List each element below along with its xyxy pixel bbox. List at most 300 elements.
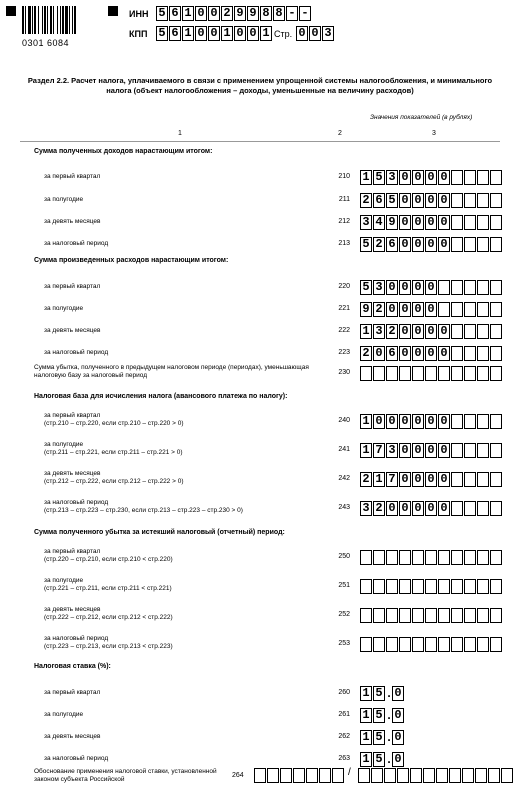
- digit-cell: 1: [360, 443, 372, 458]
- row-label-text: Сумма убытка, полученного в предыдущем налоговом периоде (периодах), уменьшающая налоговую базу за налоговый период: [34, 364, 309, 379]
- amount-field[interactable]: [360, 215, 503, 230]
- digit-cell: [306, 768, 318, 783]
- kpp-digit-cell: 0: [247, 26, 259, 41]
- tax-rate-field[interactable]: [360, 752, 405, 767]
- digit-cell: 0: [399, 472, 411, 487]
- digit-cell: [399, 366, 411, 381]
- digit-cell: 0: [425, 302, 437, 317]
- digit-cell: 0: [412, 193, 424, 208]
- kpp-digit-cell: 0: [195, 26, 207, 41]
- row-label: [44, 635, 324, 651]
- amount-field[interactable]: [360, 324, 503, 339]
- digit-cell: 0: [438, 472, 450, 487]
- digit-cell: [464, 302, 476, 317]
- digit-cell: [490, 346, 502, 361]
- digit-cell: [386, 366, 398, 381]
- column-header-1: 1: [178, 130, 182, 137]
- digit-cell: [358, 768, 370, 783]
- digit-cell: [464, 324, 476, 339]
- digit-cell: [360, 637, 372, 652]
- row-code: 251: [338, 582, 350, 589]
- digit-cell: 2: [373, 501, 385, 516]
- decimal-point: .: [387, 730, 391, 744]
- digit-cell: [464, 414, 476, 429]
- inn-digit-cell: 8: [273, 6, 285, 21]
- digit-cell: 0: [412, 237, 424, 252]
- digit-cell: [373, 579, 385, 594]
- digit-cell: [477, 608, 489, 623]
- digit-cell: [399, 608, 411, 623]
- footer-detail-field[interactable]: [358, 768, 514, 783]
- digit-cell: 0: [438, 346, 450, 361]
- digit-cell: [490, 366, 502, 381]
- digit-cell: 0: [412, 472, 424, 487]
- digit-cell: [412, 366, 424, 381]
- row-label-text: за девять месяцев: [44, 733, 101, 740]
- digit-cell: 0: [438, 237, 450, 252]
- digit-cell: 5: [386, 193, 398, 208]
- digit-cell: [451, 414, 463, 429]
- digit-cell: 2: [360, 472, 372, 487]
- row-label: [44, 441, 324, 457]
- page-digit-cell: 0: [296, 26, 308, 41]
- digit-cell: 3: [360, 215, 372, 230]
- digit-cell: 0: [373, 414, 385, 429]
- digit-cell: 0: [399, 346, 411, 361]
- digit-cell: [438, 366, 450, 381]
- footer-row-label: Обоснование применения налоговой ставки, установленной законом субъекта Российской: [34, 768, 217, 783]
- digit-cell: 0: [412, 443, 424, 458]
- barcode-bar: [74, 6, 76, 34]
- digit-cell: [451, 170, 463, 185]
- inn-digit-cell: 1: [182, 6, 194, 21]
- digit-cell: 9: [386, 215, 398, 230]
- section-title: Раздел 2.2. Расчет налога, уплачиваемого в связи с применением упрощенной системы налогообложения, и минимального налога (объект налогообложения – доходы, уменьшенные на величину расходов): [27, 76, 493, 95]
- kpp-digit-cell: 1: [260, 26, 272, 41]
- amount-field[interactable]: [360, 637, 503, 652]
- amount-field[interactable]: [360, 579, 503, 594]
- digit-cell: [464, 193, 476, 208]
- row-code: 253: [338, 640, 350, 647]
- digit-cell: [490, 170, 502, 185]
- kpp-label: КПП: [129, 29, 148, 39]
- digit-cell: [371, 768, 383, 783]
- amount-field[interactable]: [360, 366, 503, 381]
- row-label-text: за первый квартал: [44, 173, 101, 180]
- row-label-text: за девять месяцев: [44, 606, 101, 613]
- amount-field[interactable]: [360, 472, 503, 487]
- row-code: 222: [338, 327, 350, 334]
- digit-cell: 0: [425, 472, 437, 487]
- corner-marker-left: [6, 6, 16, 16]
- header-divider: [20, 141, 500, 142]
- digit-cell: [477, 280, 489, 295]
- inn-field[interactable]: [156, 6, 312, 21]
- footer-code-field[interactable]: [254, 768, 345, 783]
- row-label-text: за полугодие: [44, 441, 84, 448]
- digit-cell: [438, 280, 450, 295]
- digit-cell: [490, 472, 502, 487]
- digit-cell: 0: [412, 414, 424, 429]
- amount-field[interactable]: [360, 501, 503, 516]
- digit-cell: [477, 501, 489, 516]
- inn-digit-cell: 5: [156, 6, 168, 21]
- digit-cell: [451, 280, 463, 295]
- digit-cell: 3: [386, 443, 398, 458]
- digit-cell: 0: [399, 215, 411, 230]
- digit-cell: 0: [399, 193, 411, 208]
- digit-cell: [501, 768, 513, 783]
- digit-cell: 5: [373, 170, 385, 185]
- digit-cell: [438, 608, 450, 623]
- digit-cell: 3: [373, 280, 385, 295]
- digit-cell: [267, 768, 279, 783]
- inn-digit-cell: 9: [234, 6, 246, 21]
- digit-cell: [477, 637, 489, 652]
- digit-cell: 0: [399, 302, 411, 317]
- digit-cell: [477, 579, 489, 594]
- digit-cell: 0: [425, 324, 437, 339]
- digit-cell: [464, 472, 476, 487]
- row-code: 262: [338, 733, 350, 740]
- digit-cell: [425, 366, 437, 381]
- digit-cell: 0: [399, 414, 411, 429]
- digit-cell: 0: [399, 501, 411, 516]
- digit-cell: 0: [373, 346, 385, 361]
- digit-cell: 0: [386, 280, 398, 295]
- inn-label: ИНН: [129, 9, 149, 19]
- digit-cell: [464, 280, 476, 295]
- digit-cell: 0: [399, 324, 411, 339]
- row-label: [44, 499, 324, 515]
- digit-cell: [451, 302, 463, 317]
- tax-rate-field[interactable]: [360, 686, 405, 701]
- digit-cell: [412, 550, 424, 565]
- digit-cell: 2: [360, 346, 372, 361]
- page-digit-cell: 0: [309, 26, 321, 41]
- digit-cell: [399, 579, 411, 594]
- decimal-point: .: [387, 686, 391, 700]
- row-label-text: за девять месяцев: [44, 327, 101, 334]
- digit-cell: [410, 768, 422, 783]
- digit-cell: [399, 550, 411, 565]
- digit-cell: [423, 768, 435, 783]
- digit-cell: [490, 215, 502, 230]
- digit-cell: 0: [438, 324, 450, 339]
- row-formula: (стр.211 – стр.221, если стр.211 – стр.221 > 0): [44, 449, 183, 456]
- digit-cell: [254, 768, 266, 783]
- digit-cell: [386, 608, 398, 623]
- amount-field[interactable]: [360, 346, 503, 361]
- digit-cell: 0: [386, 302, 398, 317]
- digit-cell: 0: [438, 443, 450, 458]
- row-label: [44, 470, 324, 486]
- rate-digit-cell: 1: [360, 730, 372, 745]
- column-header-3: 3: [432, 130, 436, 137]
- tax-rate-field[interactable]: [360, 730, 405, 745]
- tax-rate-field[interactable]: [360, 708, 405, 723]
- digit-cell: 0: [399, 237, 411, 252]
- digit-cell: [438, 550, 450, 565]
- digit-cell: 7: [373, 443, 385, 458]
- digit-cell: [477, 472, 489, 487]
- digit-cell: [464, 346, 476, 361]
- rate-fraction-cell: 0: [392, 730, 404, 745]
- digit-cell: 3: [373, 324, 385, 339]
- digit-cell: [477, 237, 489, 252]
- digit-cell: [490, 637, 502, 652]
- row-formula: (стр.220 – стр.210, если стр.210 < стр.220): [44, 556, 173, 563]
- digit-cell: [477, 414, 489, 429]
- footer-slash: /: [348, 767, 351, 778]
- digit-cell: 3: [386, 170, 398, 185]
- group-title: Сумма полученного убытка за истекший налоговый (отчетный) период:: [34, 529, 285, 536]
- digit-cell: [386, 550, 398, 565]
- digit-cell: [451, 443, 463, 458]
- digit-cell: [490, 550, 502, 565]
- inn-digit-cell: 6: [169, 6, 181, 21]
- digit-cell: [319, 768, 331, 783]
- rate-digit-cell: 1: [360, 708, 372, 723]
- digit-cell: [280, 768, 292, 783]
- row-label: [44, 733, 324, 741]
- digit-cell: 3: [360, 501, 372, 516]
- digit-cell: 1: [360, 414, 372, 429]
- rate-digit-cell: 1: [360, 686, 372, 701]
- digit-cell: [451, 324, 463, 339]
- row-label-text: за налоговый период: [44, 349, 109, 356]
- row-label: [44, 606, 324, 622]
- digit-cell: [386, 579, 398, 594]
- row-formula: (стр.212 – стр.222, если стр.212 – стр.222 > 0): [44, 478, 184, 485]
- digit-cell: [477, 346, 489, 361]
- digit-cell: [464, 215, 476, 230]
- amount-field[interactable]: [360, 193, 503, 208]
- digit-cell: [373, 366, 385, 381]
- digit-cell: [451, 366, 463, 381]
- digit-cell: [490, 608, 502, 623]
- row-code: 241: [338, 446, 350, 453]
- digit-cell: [436, 768, 448, 783]
- row-label-text: за налоговый период: [44, 755, 109, 762]
- digit-cell: [438, 637, 450, 652]
- row-label: [44, 689, 324, 697]
- digit-cell: [373, 637, 385, 652]
- digit-cell: [490, 501, 502, 516]
- rate-digit-cell: 5: [373, 708, 385, 723]
- digit-cell: 0: [438, 414, 450, 429]
- row-label: [44, 349, 324, 357]
- digit-cell: 9: [360, 302, 372, 317]
- amount-field[interactable]: [360, 443, 503, 458]
- row-label-text: за девять месяцев: [44, 218, 101, 225]
- rate-digit-cell: 1: [360, 752, 372, 767]
- digit-cell: [293, 768, 305, 783]
- row-formula: (стр.222 – стр.212, если стр.212 < стр.222): [44, 614, 173, 621]
- digit-cell: [425, 637, 437, 652]
- digit-cell: 0: [399, 170, 411, 185]
- digit-cell: [438, 579, 450, 594]
- inn-digit-cell: 0: [208, 6, 220, 21]
- digit-cell: [477, 443, 489, 458]
- digit-cell: [360, 579, 372, 594]
- row-label: [44, 173, 324, 181]
- inn-digit-cell: -: [286, 6, 298, 21]
- row-label-text: за полугодие: [44, 711, 84, 718]
- amount-field[interactable]: [360, 608, 503, 623]
- digit-cell: [451, 346, 463, 361]
- digit-cell: 0: [399, 443, 411, 458]
- digit-cell: 0: [425, 501, 437, 516]
- digit-cell: [451, 472, 463, 487]
- digit-cell: 7: [386, 472, 398, 487]
- row-label-text: за девять месяцев: [44, 470, 101, 477]
- row-label: [44, 240, 324, 248]
- row-label-text: за полугодие: [44, 196, 84, 203]
- digit-cell: 2: [373, 237, 385, 252]
- barcode: [22, 6, 98, 34]
- digit-cell: 0: [412, 302, 424, 317]
- digit-cell: [490, 193, 502, 208]
- digit-cell: 6: [386, 237, 398, 252]
- row-code: 263: [338, 755, 350, 762]
- inn-digit-cell: 8: [260, 6, 272, 21]
- column-header-2: 2: [338, 130, 342, 137]
- digit-cell: 6: [386, 346, 398, 361]
- row-code: 221: [338, 305, 350, 312]
- digit-cell: [412, 579, 424, 594]
- row-code: 243: [338, 504, 350, 511]
- row-label-text: за первый квартал: [44, 548, 101, 555]
- row-label: [44, 711, 324, 719]
- amount-field[interactable]: [360, 170, 503, 185]
- digit-cell: 1: [360, 170, 372, 185]
- digit-cell: [451, 579, 463, 594]
- row-label-text: за первый квартал: [44, 689, 101, 696]
- digit-cell: 1: [360, 324, 372, 339]
- kpp-field[interactable]: [156, 26, 273, 41]
- kpp-digit-cell: 1: [221, 26, 233, 41]
- digit-cell: [360, 550, 372, 565]
- digit-cell: [384, 768, 396, 783]
- digit-cell: [360, 366, 372, 381]
- row-code: 261: [338, 711, 350, 718]
- digit-cell: [490, 280, 502, 295]
- digit-cell: 0: [425, 414, 437, 429]
- digit-cell: [332, 768, 344, 783]
- row-label-text: за налоговый период: [44, 499, 109, 506]
- digit-cell: 6: [373, 193, 385, 208]
- rate-fraction-cell: 0: [392, 708, 404, 723]
- digit-cell: 0: [425, 280, 437, 295]
- rate-digit-cell: 5: [373, 752, 385, 767]
- row-label-text: за первый квартал: [44, 283, 101, 290]
- digit-cell: 0: [425, 443, 437, 458]
- digit-cell: 0: [399, 280, 411, 295]
- row-code: 213: [338, 240, 350, 247]
- digit-cell: [477, 550, 489, 565]
- digit-cell: [373, 608, 385, 623]
- digit-cell: [464, 170, 476, 185]
- row-code: 230: [338, 369, 350, 376]
- digit-cell: 0: [425, 237, 437, 252]
- digit-cell: [464, 237, 476, 252]
- page-label: Стр.: [274, 29, 293, 39]
- row-label: [44, 412, 324, 428]
- decimal-point: .: [387, 708, 391, 722]
- digit-cell: [490, 414, 502, 429]
- digit-cell: [464, 608, 476, 623]
- amount-field[interactable]: [360, 280, 503, 295]
- digit-cell: [477, 324, 489, 339]
- digit-cell: 0: [412, 215, 424, 230]
- digit-cell: [399, 637, 411, 652]
- row-code: 260: [338, 689, 350, 696]
- digit-cell: [425, 608, 437, 623]
- row-label: [44, 327, 324, 335]
- page-number-field[interactable]: [296, 26, 335, 41]
- digit-cell: [464, 579, 476, 594]
- digit-cell: 2: [360, 193, 372, 208]
- inn-digit-cell: -: [299, 6, 311, 21]
- kpp-digit-cell: 0: [234, 26, 246, 41]
- digit-cell: 0: [425, 215, 437, 230]
- digit-cell: [464, 501, 476, 516]
- units-note: Значения показателей (в рублях): [370, 114, 473, 121]
- row-label-text: за полугодие: [44, 577, 84, 584]
- kpp-digit-cell: 6: [169, 26, 181, 41]
- amount-field[interactable]: [360, 302, 503, 317]
- digit-cell: 0: [438, 193, 450, 208]
- digit-cell: [462, 768, 474, 783]
- rate-digit-cell: 5: [373, 686, 385, 701]
- digit-cell: [451, 501, 463, 516]
- row-label: [44, 305, 324, 313]
- digit-cell: 0: [438, 501, 450, 516]
- digit-cell: 0: [425, 193, 437, 208]
- amount-field[interactable]: [360, 414, 503, 429]
- digit-cell: 2: [373, 302, 385, 317]
- footer-row-code: 264: [232, 772, 244, 779]
- digit-cell: 0: [425, 170, 437, 185]
- digit-cell: [464, 550, 476, 565]
- digit-cell: [477, 302, 489, 317]
- digit-cell: [464, 366, 476, 381]
- digit-cell: 5: [360, 280, 372, 295]
- row-formula: (стр.213 – стр.223 – стр.230, если стр.213 – стр.223 – стр.230 > 0): [44, 507, 243, 514]
- row-label: [44, 548, 324, 564]
- row-formula: (стр.210 – стр.220, если стр.210 – стр.220 > 0): [44, 420, 184, 427]
- row-label: [34, 364, 324, 380]
- amount-field[interactable]: [360, 237, 503, 252]
- digit-cell: [477, 366, 489, 381]
- digit-cell: [451, 237, 463, 252]
- row-label-text: за первый квартал: [44, 412, 101, 419]
- amount-field[interactable]: [360, 550, 503, 565]
- digit-cell: [490, 237, 502, 252]
- digit-cell: [451, 637, 463, 652]
- inn-digit-cell: 0: [195, 6, 207, 21]
- digit-cell: [449, 768, 461, 783]
- digit-cell: [477, 215, 489, 230]
- page-digit-cell: 3: [322, 26, 334, 41]
- row-label: [44, 283, 324, 291]
- digit-cell: 0: [412, 324, 424, 339]
- group-title: Сумма полученных доходов нарастающим итогом:: [34, 148, 213, 155]
- digit-cell: [373, 550, 385, 565]
- digit-cell: [451, 550, 463, 565]
- row-code: 223: [338, 349, 350, 356]
